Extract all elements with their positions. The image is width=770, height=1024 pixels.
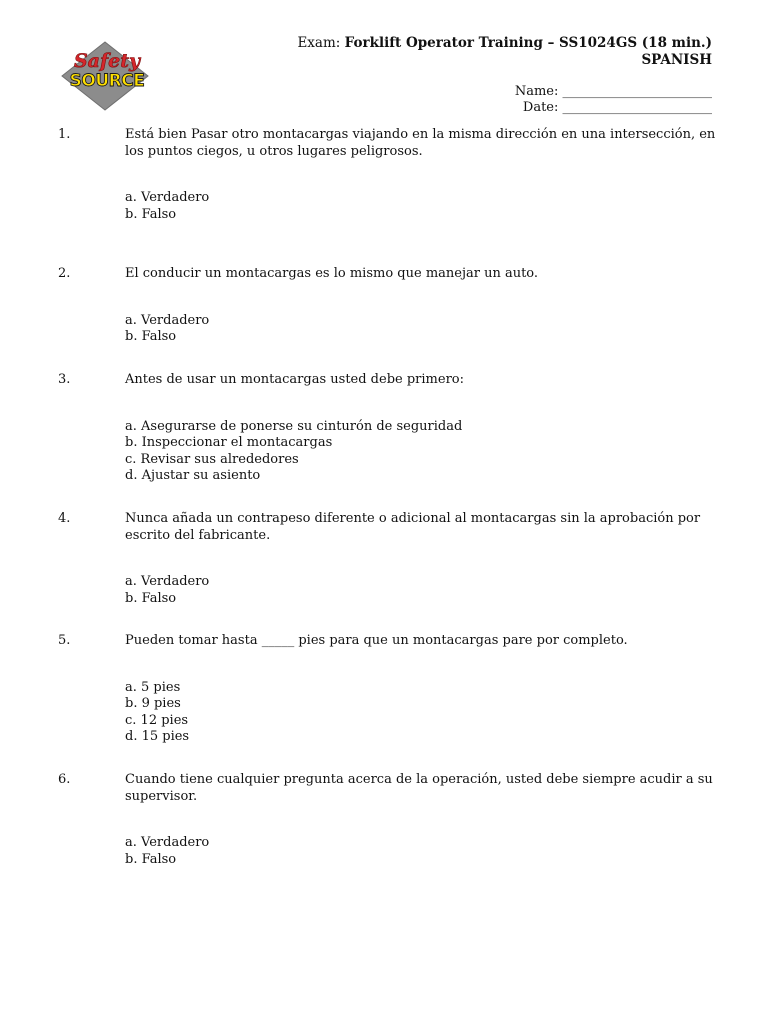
exam-language: SPANISH [641,52,712,68]
safety-source-logo [60,40,160,110]
svg-text:Safety: Safety [73,50,141,72]
question-4 [58,511,718,633]
option[interactable]: c. Revisar sus alrededores [125,451,299,467]
option[interactable]: b. Falso [125,329,177,344]
date-field[interactable]: Date: _______________________ [522,100,712,115]
question-number: 2. [58,266,71,281]
question-number: 4. [58,511,71,526]
option[interactable]: b. Inspeccionar el montacargas [125,435,333,450]
option[interactable]: a. Verdadero [125,312,210,328]
option[interactable]: d. Ajustar su asiento [125,468,261,483]
option-list [125,835,718,868]
question-list [58,127,718,868]
question-text: Cuando tiene cualquier pregunta acerca de la operación, usted debe siempre acudir a su supervisor. [125,772,713,804]
option-list [125,680,718,746]
question-text: El conducir un montacargas es lo mismo que manejar un auto. [125,266,539,281]
option[interactable]: a. Verdadero [125,835,210,850]
question-6 [58,772,718,868]
name-field[interactable]: Name: _______________________ [514,84,712,99]
option[interactable]: a. Asegurarse de ponerse su cinturón de seguridad [125,418,463,434]
option[interactable]: b. Falso [125,206,177,222]
question-number: 3. [58,372,71,387]
question-number: 6. [58,772,71,787]
student-fields [515,84,712,116]
exam-title: Forklift Operator Training – SS1024GS (18 min.) [344,35,712,51]
exam-prefix: Exam: [297,35,345,51]
question-5 [58,633,718,772]
option-list [125,313,718,346]
option[interactable]: a. Verdadero [125,574,210,589]
option-list [125,190,718,223]
question-text: Está bien Pasar otro montacargas viajando en la misma dirección en una intersección, en los puntos ciegos, u otros lugares peligrosos. [125,127,716,159]
exam-title-line [297,35,712,52]
option-list [125,574,718,607]
option[interactable]: b. 9 pies [125,696,181,711]
option[interactable]: b. Falso [125,851,177,867]
option[interactable]: c. 12 pies [125,712,189,728]
question-text: Antes de usar un montacargas usted debe primero: [125,372,464,387]
question-1 [58,127,718,266]
question-number: 5. [58,633,71,648]
question-text: Pueden tomar hasta _____ pies para que un montacargas pare por completo. [125,633,628,648]
question-3 [58,372,718,511]
option[interactable]: d. 15 pies [125,729,190,744]
question-number: 1. [58,127,71,142]
question-text: Nunca añada un contrapeso diferente o adicional al montacargas sin la aprobación por escrito del fabricante. [125,511,701,543]
option-list [125,419,718,485]
option[interactable]: a. Verdadero [125,190,210,205]
question-2 [58,266,718,372]
svg-text:SOURCE: SOURCE [69,71,145,91]
exam-header [297,35,712,69]
option[interactable]: a. 5 pies [125,679,181,695]
option[interactable]: b. Falso [125,590,177,606]
